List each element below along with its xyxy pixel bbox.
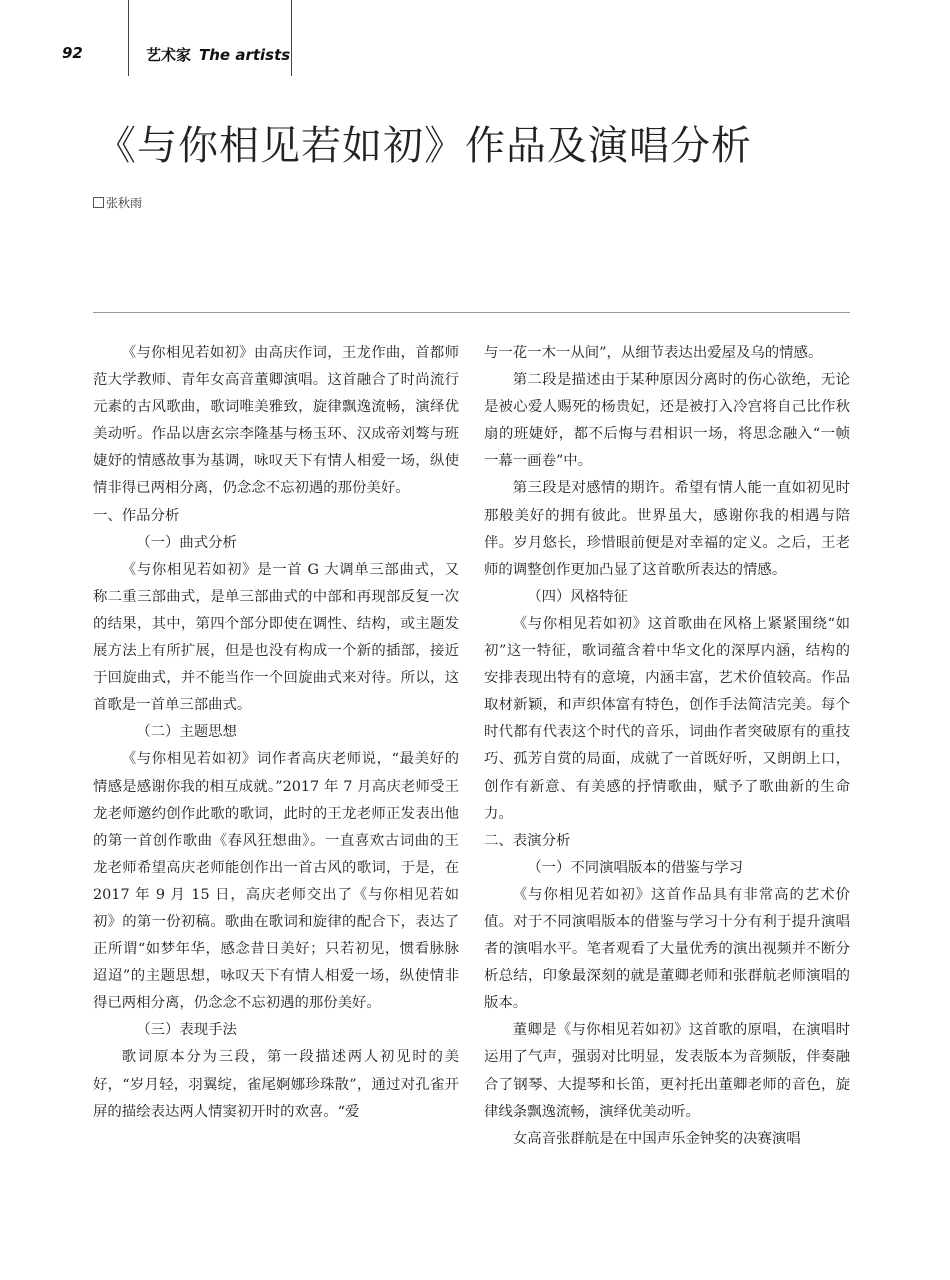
paragraph: 第二段是描述由于某种原因分离时的伤心欲绝，无论是被心爱人赐死的杨贵妃，还是被打入冷宫将自己比作秋扇的班婕妤，都不后悔与君相识一场，将思念融入“一帧一幕一画卷”中。 — [484, 372, 850, 470]
header-divider — [291, 0, 292, 76]
right-column — [484, 340, 850, 1153]
paragraph: 董卿是《与你相见若如初》这首歌的原唱，在演唱时运用了气声，强弱对比明显，发表版本为音频版，伴奏融合了钢琴、大提琴和长笛，更衬托出董卿老师的音色，旋律线条飘逸流畅，演绎优美动听。 — [484, 1022, 850, 1120]
paragraph: 《与你相见若如初》这首作品具有非常高的艺术价值。对于不同演唱版本的借鉴与学习十分有利于提升演唱者的演唱水平。笔者观看了大量优秀的演出视频并不断分析总结，印象最深刻的就是董卿老师和张群航老师演唱的版本。 — [484, 886, 850, 1012]
paragraph: 第三段是对感情的期许。希望有情人能一直如初见时那般美好的拥有彼此。世界虽大，感谢你我的相遇与陪伴。岁月悠长，珍惜眼前便是对幸福的定义。之后，王老师的调整创作更加凸显了这首歌所表达的情感。 — [484, 480, 850, 578]
square-bullet-icon — [93, 197, 104, 208]
section-heading: 二、表演分析 — [484, 832, 571, 849]
page-number: 92 — [62, 44, 83, 62]
subsection-heading: （三）表现手法 — [136, 1022, 237, 1039]
title-rule — [93, 312, 850, 313]
author-line — [93, 194, 142, 211]
paragraph: 《与你相见若如初》是一首 G 大调单三部曲式，又称二重三部曲式，是单三部曲式的中部和再现部反复一次的结果，其中，第四个部分即使在调性、结构，或主题发展方法上有所扩展，但是也没有构成一个新的插部，接近于回旋曲式，并不能当作一个回旋曲式来对待。所以，这首歌是一首单三部曲式。 — [93, 561, 459, 714]
header-divider — [128, 0, 129, 76]
paragraph: 《与你相见若如初》这首歌曲在风格上紧紧围绕“如初”这一特征，歌词蕴含着中华文化的深厚内涵，结构的安排表现出特有的意境，内涵丰富，艺术价值较高。作品取材新颖，和声织体富有特色，创作手法简洁完美。每个时代都有代表这个时代的音乐，词曲作者突破原有的重技巧、孤芳自赏的局面，成就了一首既好听，又朗朗上口，创作有新意、有美感的抒情歌曲，赋予了歌曲新的生命力。 — [484, 615, 850, 822]
article-title: 《与你相见若如初》作品及演唱分析 — [96, 123, 752, 169]
subsection-heading: （一）曲式分析 — [136, 534, 237, 551]
journal-name — [146, 44, 290, 65]
journal-name-cn: 艺术家 — [146, 46, 192, 64]
paragraph: 《与你相见若如初》词作者高庆老师说，“最美好的情感是感谢你我的相互成就。”2017 年 7 月高庆老师受王龙老师邀约创作此歌的歌词，此时的王龙老师正发表出他的第一首创作歌曲《春风狂想曲》。一直喜欢古词曲的王龙老师希望高庆老师能创作出一首古风的歌词，于是，在 2017 年 9 月 15 日，高庆老师交出了《与你相见若如初》的第一份初稿。歌曲在歌词和旋律的配合下，表达了正所谓“如梦年华，感念昔日美好；只若初见，惯看脉脉迢迢”的主题思想，咏叹天下有情人相爱一场，纵使情非得已两相分离，仍念念不忘初遇的那份美好。 — [93, 751, 459, 1012]
section-heading: 一、作品分析 — [93, 507, 180, 524]
journal-name-en: The artists — [199, 46, 291, 64]
paragraph: 女高音张群航是在中国声乐金钟奖的决赛演唱 — [512, 1130, 801, 1147]
subsection-heading: （四）风格特征 — [527, 588, 628, 605]
left-column — [93, 340, 459, 1126]
paragraph: 《与你相见若如初》由高庆作词，王龙作曲，首都师范大学教师、青年女高音董卿演唱。这首融合了时尚流行元素的古风歌曲，歌词唯美雅致，旋律飘逸流畅，演绎优美动听。作品以唐玄宗李隆基与杨玉环、汉成帝刘骜与班婕妤的情感故事为基调，咏叹天下有情人相爱一场，纵使情非得已两相分离，仍念念不忘初遇的那份美好。 — [93, 345, 459, 497]
paragraph: 与一花一木一从间”，从细节表达出爱屋及乌的情感。 — [484, 345, 823, 361]
paragraph: 歌词原本分为三段，第一段描述两人初见时的美好，“岁月轻，羽翼绽，雀尾婀娜珍珠散”，通过对孔雀开屏的描绘表达两人情窦初开时的欢喜。“爱 — [93, 1049, 459, 1120]
subsection-heading: （一）不同演唱版本的借鉴与学习 — [527, 859, 744, 876]
running-header — [0, 0, 950, 76]
subsection-heading: （二）主题思想 — [136, 724, 237, 741]
author-name: 张秋雨 — [106, 196, 143, 210]
